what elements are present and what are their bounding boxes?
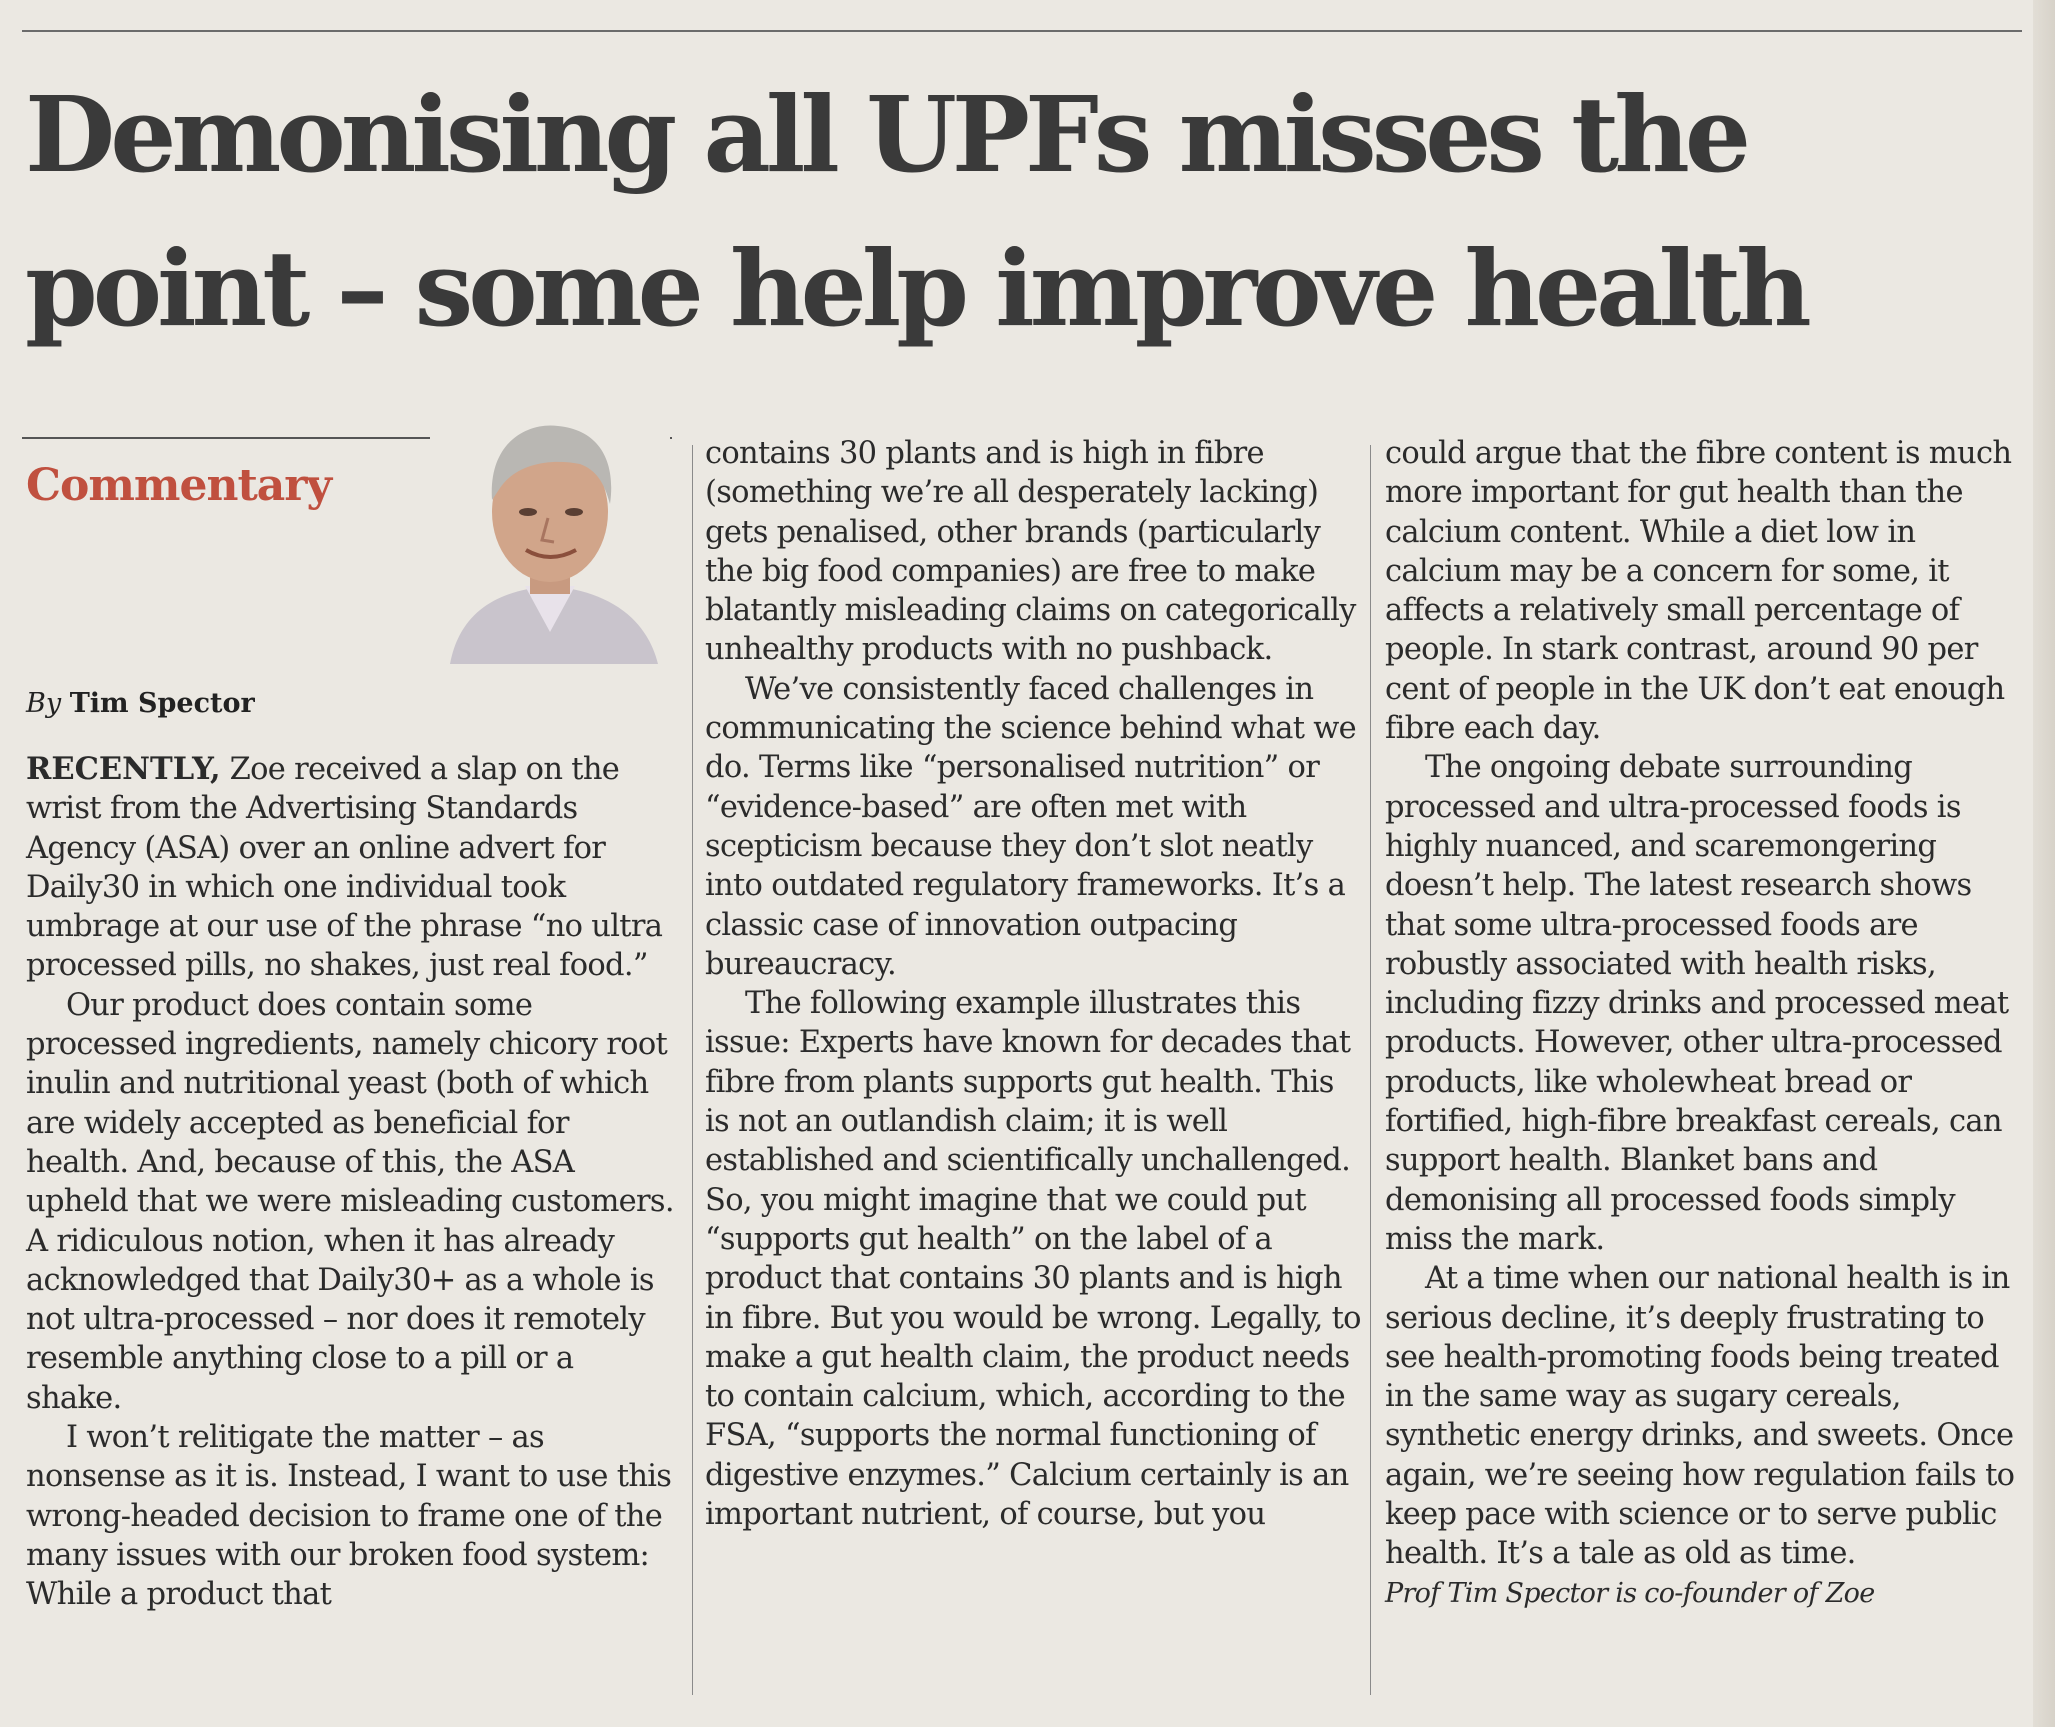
byline-prefix: By — [26, 688, 62, 719]
article-column-2 — [705, 434, 1365, 1534]
paragraph — [26, 750, 676, 986]
author-portrait-icon — [430, 400, 670, 664]
top-rule — [22, 30, 2022, 32]
column-rule-1 — [692, 445, 693, 1695]
paragraph: Our product does contain some processed ingredients, namely chicory root inulin and nutritional yeast (both of which are widely accepted as beneficial for health. And, because of this, the ASA upheld that we were misleading customers. A ridiculous notion, when it has already acknowledged that Daily30+ as a whole is not ultra-processed – nor does it remotely resemble anything close to a pill or a shake. — [26, 987, 674, 1416]
byline — [26, 688, 255, 719]
article-column-3 — [1385, 434, 2025, 1613]
adjacent-page-edge — [2033, 0, 2055, 1727]
paragraph: The ongoing debate surrounding processed and ultra-processed foods is highly nuanced, and scaremongering doesn’t help. The latest research shows that some ultra-processed foods are robustly associated with health risks, including fizzy drinks and processed meat products. However, other ultra-processed products, like wholewheat bread or fortified, high-fibre breakfast cereals, can support health. Blanket bans and demonising all processed foods simply miss the mark. — [1385, 750, 2009, 1257]
paragraph: At a time when our national health is in serious decline, it’s deeply frustrating to see health-promoting foods being treated in the same way as sugary cereals, synthetic energy drinks, and sweets. Once again, we’re seeing how regulation fails to keep pace with science or to serve public health. It’s a tale as old as time. — [1385, 1261, 2015, 1572]
article-column-1 — [26, 750, 676, 1615]
paragraph-text: Zoe received a slap on the wrist from the Advertising Standards Agency (ASA) over an online advert for Daily30 in which one individual took umbrage at our use of the phrase “no ultra processed pills, no shakes, just real food.” — [26, 752, 663, 984]
commentary-kicker: Commentary — [26, 460, 332, 511]
column-rule-2 — [1370, 445, 1371, 1695]
paragraph: We’ve consistently faced challenges in communicating the science behind what we do. Terms like “personalised nutrition” or “evidence-based” are often met with scepticism because they don’t slot neatly into outdated regulatory frameworks. It’s a classic case of innovation outpacing bureaucracy. — [705, 671, 1356, 982]
headline-line-1: Demonising all UPFs misses the — [25, 73, 1746, 196]
headline-line-2: point – some help improve health — [25, 227, 1807, 350]
byline-author: Tim Spector — [69, 688, 255, 719]
paragraph: I won’t relitigate the matter – as nonsense as it is. Instead, I want to use this wrong-headed decision to frame one of the many issues with our broken food system: While a product that — [26, 1420, 672, 1613]
paragraph: could argue that the fibre content is much more important for gut health than the calcium content. While a diet low in calcium may be a concern for some, it affects a relatively small percentage of people. In stark contrast, around 90 per cent of people in the UK don’t eat enough fibre each day. — [1385, 436, 2012, 747]
lead-word: RECENTLY, — [26, 751, 221, 787]
paragraph: The following example illustrates this issue: Experts have known for decades that fibre from plants supports gut health. This is not an outlandish claim; it is well established and scientifically unchallenged. So, you might imagine that we could put “supports gut health” on the label of a product that contains 30 plants and is high in fibre. But you would be wrong. Legally, to make a gut health claim, the product needs to contain calcium, which, according to the FSA, “supports the normal functioning of digestive enzymes.” Calcium certainly is an important nutrient, of course, but you — [705, 986, 1361, 1533]
author-credit: Prof Tim Spector is co-founder of Zoe — [1385, 1577, 1875, 1609]
paragraph: contains 30 plants and is high in fibre (something we’re all desperately lacking) gets penalised, other brands (particularly the big food companies) are free to make blatantly misleading claims on categorically unhealthy products with no pushback. — [705, 436, 1356, 668]
headline — [25, 58, 2015, 366]
